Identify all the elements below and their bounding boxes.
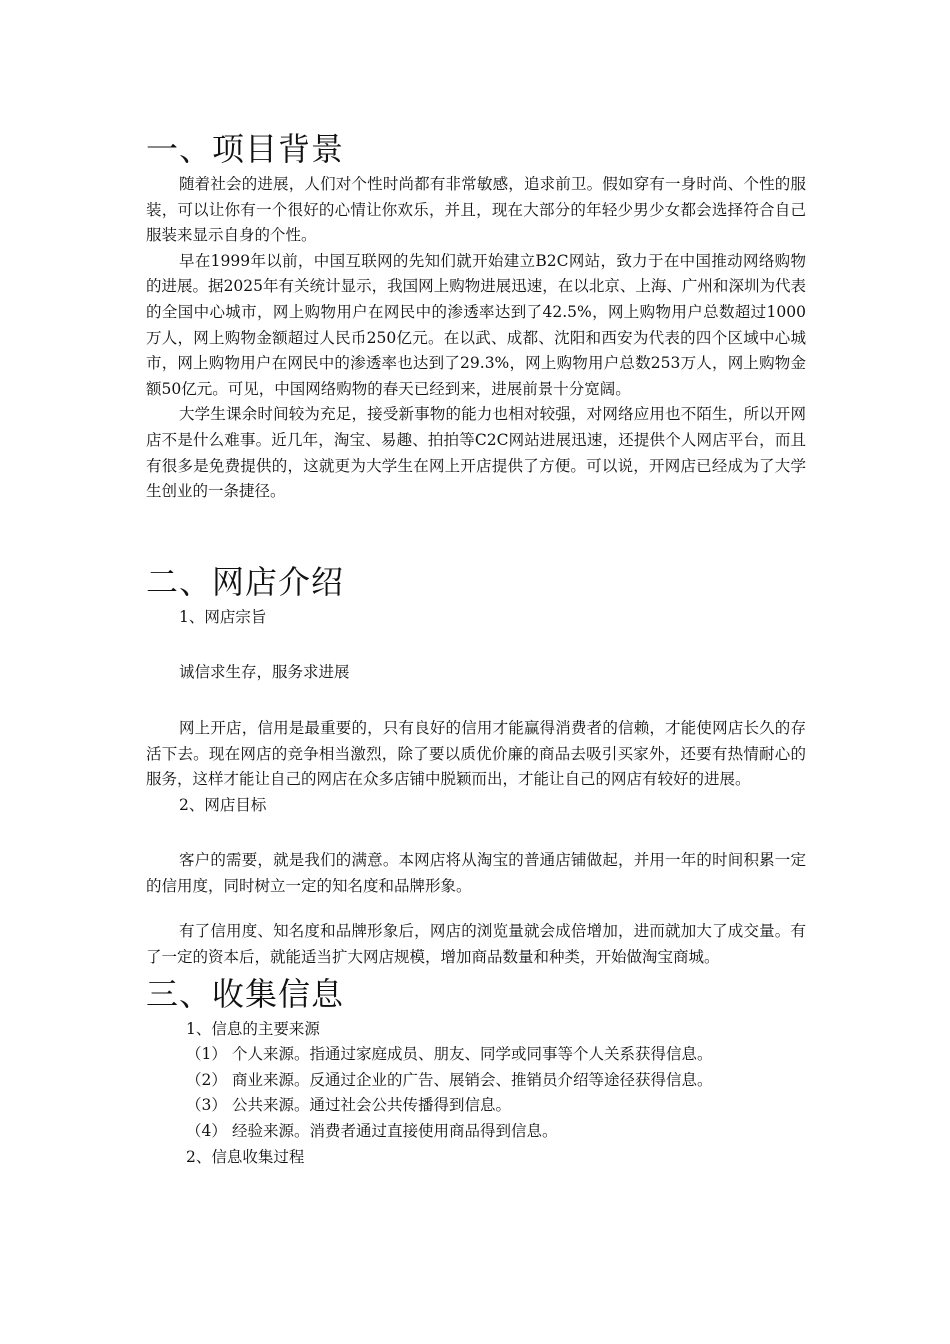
spacer — [146, 630, 806, 660]
paragraph: 随着社会的进展，人们对个性时尚都有非常敏感，追求前卫。假如穿有一身时尚、个性的服装，可以让你有一个很好的心情让你欢乐，并且，现在大部分的年轻少男少女都会选择符合自己服装来显示自身的个性。 — [146, 175, 806, 245]
subsection-title: 1、网店宗旨 — [179, 607, 267, 626]
section-heading-background: 一、项目背景 — [146, 130, 345, 168]
paragraph: 网上开店，信用是最重要的，只有良好的信用才能赢得消费者的信赖，才能使网店长久的存活下去。现在网店的竞争相当激烈，除了要以质优价廉的商品去吸引买家外，还要有热情耐心的服务，这样才能让自己的网店在众多店铺中脱颖而出，才能让自己的网店有较好的进展。 — [146, 718, 806, 789]
list-item — [146, 1042, 806, 1068]
spacer — [146, 899, 806, 919]
subsection-title: 1、信息的主要来源 — [186, 1019, 320, 1038]
list-item — [146, 1093, 806, 1119]
list-item-number: （3） — [186, 1096, 227, 1115]
spacer — [146, 686, 806, 716]
list-item-text: 个人来源。指通过家庭成员、朋友、同学或同事等个人关系获得信息。 — [232, 1045, 713, 1064]
document-body — [146, 126, 806, 1170]
section-heading-shop-intro: 二、网店介绍 — [146, 562, 345, 601]
section-heading-collect-info: 三、收集信息 — [146, 974, 345, 1013]
paragraph: 大学生课余时间较为充足，接受新事物的能力也相对较强，对网络应用也不陌生，所以开网店不是什么难事。近几年，淘宝、易趣、拍拍等C2C网站进展迅速，还提供个人网店平台，而且有很多是免费提供的，这就更为大学生在网上开店提供了方便。可以说，开网店已经成为了大学生创业的一条捷径。 — [146, 405, 806, 501]
list-item-number: （1） — [186, 1045, 227, 1064]
list-item — [146, 1068, 806, 1094]
list-item-text: 商业来源。反通过企业的广告、展销会、推销员介绍等途径获得信息。 — [232, 1070, 713, 1089]
subsection-title: 2、信息收集过程 — [186, 1147, 305, 1166]
paragraph: 有了信用度、知名度和品牌形象后，网店的浏览量就会成倍增加，进而就加大了成交量。有了一定的资本后，就能适当扩大网店规模，增加商品数量和种类，开始做淘宝商城。 — [146, 922, 806, 967]
list-item-text: 经验来源。消费者通过直接使用商品得到信息。 — [232, 1122, 558, 1141]
list-item-text: 公共来源。通过社会公共传播得到信息。 — [232, 1096, 512, 1115]
paragraph: 早在1999年以前，中国互联网的先知们就开始建立B2C网站，致力于在中国推动网络购物的进展。据2025年有关统计显示，我国网上购物进展迅速，在以北京、上海、广州和深圳为代表的全国中心城市，网上购物用户在网民中的渗透率达到了42.5%，网上购物用户总数超过1000万人，网上购物金额超过人民币250亿元。在以武、成都、沈阳和西安为代表的四个区域中心城市，网上购物用户在网民中的渗透率也达到了29.3%，网上购物用户总数253万人，网上购物金额50亿元。可见，中国网络购物的春天已经到来，进展前景十分宽阔。 — [146, 251, 806, 398]
spacer — [146, 818, 806, 848]
list-item-number: （4） — [186, 1122, 227, 1141]
shop-motto: 诚信求生存，服务求进展 — [179, 663, 350, 682]
list-item — [146, 1119, 806, 1145]
paragraph: 客户的需要，就是我们的满意。本网店将从淘宝的普通店铺做起，并用一年的时间积累一定的信用度，同时树立一定的知名度和品牌形象。 — [146, 851, 806, 895]
list-item-number: （2） — [186, 1070, 227, 1089]
spacer — [146, 505, 806, 559]
subsection-title: 2、网店目标 — [179, 795, 267, 814]
